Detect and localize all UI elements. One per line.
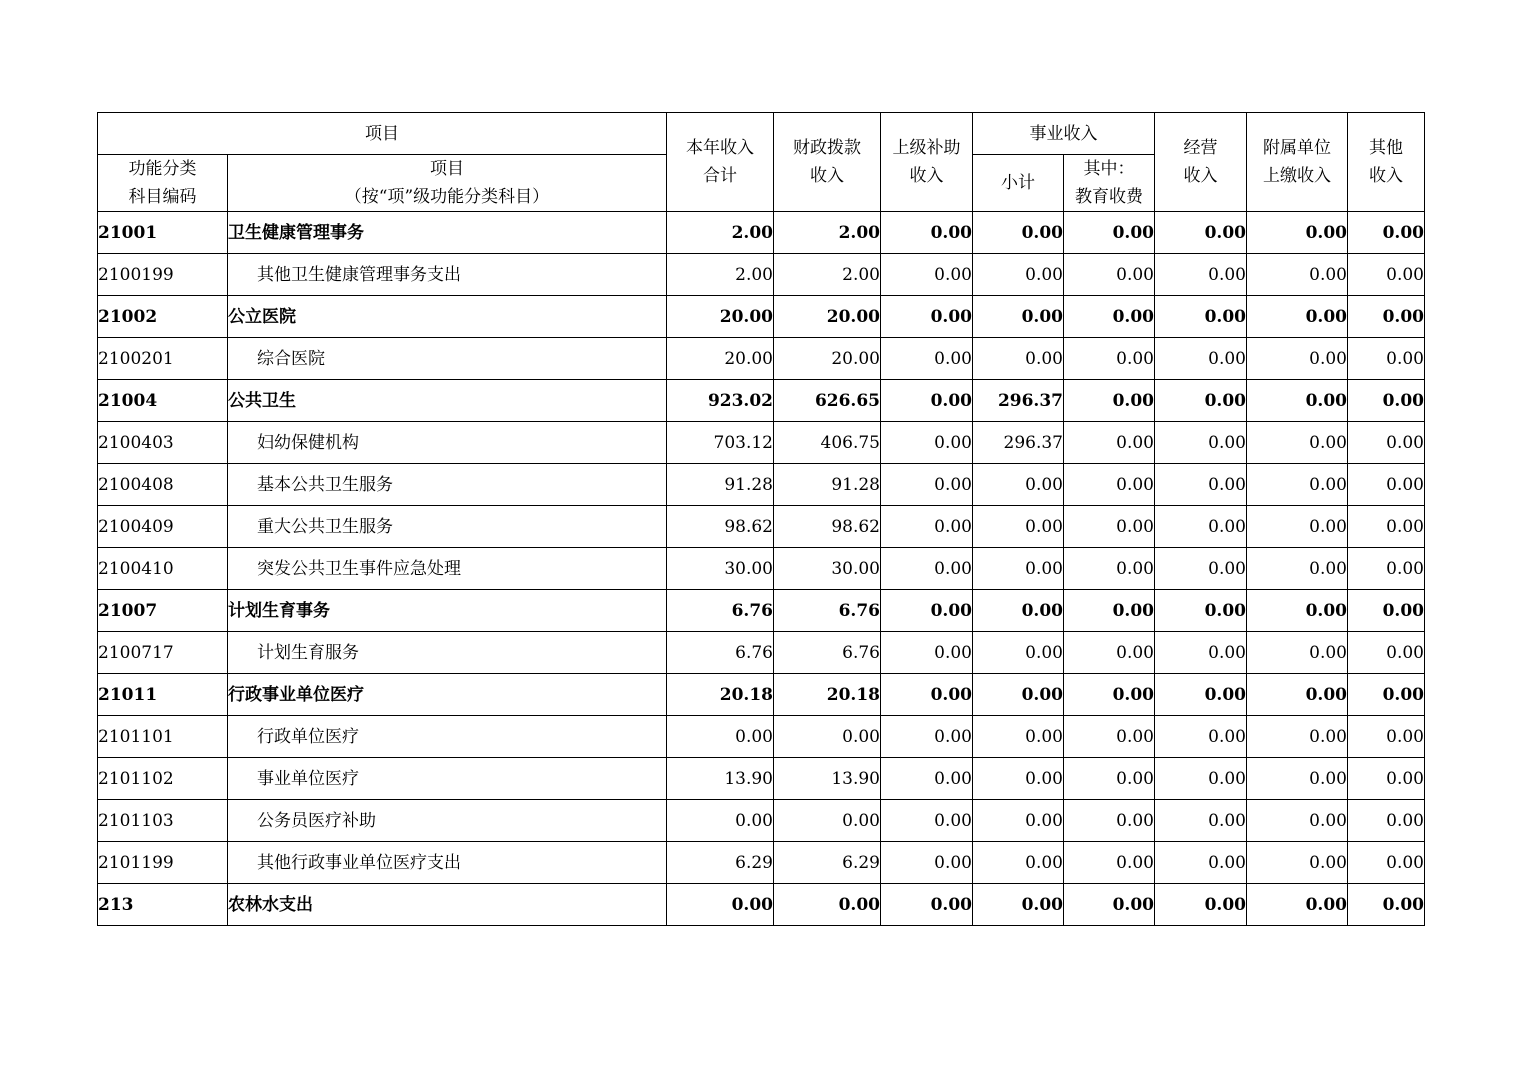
table-row: [98, 254, 1425, 296]
row-code: 2101199: [98, 842, 228, 884]
row-value-education-fee: 0.00: [1064, 842, 1155, 884]
row-name: 重大公共卫生服务: [228, 506, 667, 548]
row-value-fiscal: 91.28: [774, 464, 881, 506]
row-code: 21011: [98, 674, 228, 716]
row-value-total: 6.76: [667, 632, 774, 674]
header-operating-income: 经营 收入: [1155, 113, 1247, 212]
table-row: [98, 674, 1425, 716]
row-name: 综合医院: [228, 338, 667, 380]
row-value-total: 20.18: [667, 674, 774, 716]
row-value-business-subtotal: 0.00: [973, 716, 1064, 758]
row-name: 计划生育服务: [228, 632, 667, 674]
row-value-operating: 0.00: [1155, 800, 1247, 842]
row-value-education-fee: 0.00: [1064, 674, 1155, 716]
row-value-total: 13.90: [667, 758, 774, 800]
row-value-affiliate: 0.00: [1247, 506, 1348, 548]
row-code: 2100403: [98, 422, 228, 464]
table-row: [98, 296, 1425, 338]
row-value-operating: 0.00: [1155, 884, 1247, 926]
row-value-business-subtotal: 0.00: [973, 842, 1064, 884]
row-value-affiliate: 0.00: [1247, 548, 1348, 590]
row-value-other: 0.00: [1348, 674, 1425, 716]
row-code: 2100717: [98, 632, 228, 674]
row-value-business-subtotal: 296.37: [973, 380, 1064, 422]
row-value-affiliate: 0.00: [1247, 212, 1348, 254]
row-value-education-fee: 0.00: [1064, 632, 1155, 674]
header-name: 项目 （按“项”级功能分类科目）: [228, 155, 667, 212]
row-value-education-fee: 0.00: [1064, 506, 1155, 548]
row-value-fiscal: 30.00: [774, 548, 881, 590]
row-value-affiliate: 0.00: [1247, 464, 1348, 506]
row-value-fiscal: 20.00: [774, 338, 881, 380]
row-name: 事业单位医疗: [228, 758, 667, 800]
row-value-education-fee: 0.00: [1064, 254, 1155, 296]
row-value-fiscal: 0.00: [774, 716, 881, 758]
row-name: 农林水支出: [228, 884, 667, 926]
row-value-education-fee: 0.00: [1064, 464, 1155, 506]
row-value-upper-subsidy: 0.00: [881, 254, 973, 296]
row-code: 2100199: [98, 254, 228, 296]
table-header: [98, 113, 1425, 212]
row-value-business-subtotal: 0.00: [973, 674, 1064, 716]
row-value-affiliate: 0.00: [1247, 590, 1348, 632]
row-name: 妇幼保健机构: [228, 422, 667, 464]
row-value-total: 703.12: [667, 422, 774, 464]
row-value-fiscal: 6.76: [774, 590, 881, 632]
row-value-affiliate: 0.00: [1247, 422, 1348, 464]
header-fiscal-income: 财政拨款 收入: [774, 113, 881, 212]
row-value-operating: 0.00: [1155, 254, 1247, 296]
row-value-fiscal: 2.00: [774, 212, 881, 254]
table-row: [98, 506, 1425, 548]
header-total-income: 本年收入 合计: [667, 113, 774, 212]
header-subtotal: 小计: [973, 155, 1064, 212]
row-value-upper-subsidy: 0.00: [881, 548, 973, 590]
row-value-business-subtotal: 0.00: [973, 506, 1064, 548]
table-row: [98, 338, 1425, 380]
row-value-operating: 0.00: [1155, 296, 1247, 338]
row-value-fiscal: 6.29: [774, 842, 881, 884]
row-value-upper-subsidy: 0.00: [881, 212, 973, 254]
row-value-education-fee: 0.00: [1064, 884, 1155, 926]
row-value-other: 0.00: [1348, 212, 1425, 254]
row-code: 21007: [98, 590, 228, 632]
header-business-income: 事业收入: [973, 113, 1155, 155]
row-value-other: 0.00: [1348, 254, 1425, 296]
row-value-affiliate: 0.00: [1247, 716, 1348, 758]
row-code: 213: [98, 884, 228, 926]
row-value-fiscal: 20.18: [774, 674, 881, 716]
row-value-other: 0.00: [1348, 590, 1425, 632]
row-value-other: 0.00: [1348, 884, 1425, 926]
row-code: 2101102: [98, 758, 228, 800]
table-row: [98, 632, 1425, 674]
row-value-other: 0.00: [1348, 380, 1425, 422]
row-name: 行政单位医疗: [228, 716, 667, 758]
row-name: 卫生健康管理事务: [228, 212, 667, 254]
row-code: 2101101: [98, 716, 228, 758]
row-value-total: 2.00: [667, 212, 774, 254]
row-value-business-subtotal: 0.00: [973, 464, 1064, 506]
row-value-upper-subsidy: 0.00: [881, 674, 973, 716]
row-value-other: 0.00: [1348, 842, 1425, 884]
row-value-fiscal: 20.00: [774, 296, 881, 338]
row-value-fiscal: 0.00: [774, 884, 881, 926]
table-row: [98, 590, 1425, 632]
table-row: [98, 548, 1425, 590]
income-budget-table: [97, 112, 1425, 926]
row-value-total: 2.00: [667, 254, 774, 296]
row-name: 公共卫生: [228, 380, 667, 422]
row-value-total: 30.00: [667, 548, 774, 590]
row-value-operating: 0.00: [1155, 506, 1247, 548]
row-name: 公立医院: [228, 296, 667, 338]
row-value-fiscal: 406.75: [774, 422, 881, 464]
row-value-fiscal: 6.76: [774, 632, 881, 674]
row-code: 21002: [98, 296, 228, 338]
row-value-other: 0.00: [1348, 716, 1425, 758]
row-value-operating: 0.00: [1155, 590, 1247, 632]
row-value-total: 923.02: [667, 380, 774, 422]
row-value-upper-subsidy: 0.00: [881, 338, 973, 380]
row-value-total: 20.00: [667, 296, 774, 338]
row-value-upper-subsidy: 0.00: [881, 758, 973, 800]
row-value-education-fee: 0.00: [1064, 338, 1155, 380]
row-value-upper-subsidy: 0.00: [881, 842, 973, 884]
row-value-operating: 0.00: [1155, 674, 1247, 716]
row-name: 基本公共卫生服务: [228, 464, 667, 506]
row-value-affiliate: 0.00: [1247, 758, 1348, 800]
row-value-education-fee: 0.00: [1064, 800, 1155, 842]
row-name: 公务员医疗补助: [228, 800, 667, 842]
row-value-other: 0.00: [1348, 758, 1425, 800]
row-value-fiscal: 0.00: [774, 800, 881, 842]
row-value-total: 20.00: [667, 338, 774, 380]
row-value-operating: 0.00: [1155, 464, 1247, 506]
row-value-other: 0.00: [1348, 464, 1425, 506]
row-value-other: 0.00: [1348, 548, 1425, 590]
row-value-other: 0.00: [1348, 800, 1425, 842]
header-other-income: 其他 收入: [1348, 113, 1425, 212]
row-value-total: 98.62: [667, 506, 774, 548]
row-value-upper-subsidy: 0.00: [881, 884, 973, 926]
row-value-education-fee: 0.00: [1064, 296, 1155, 338]
row-value-business-subtotal: 0.00: [973, 758, 1064, 800]
row-value-operating: 0.00: [1155, 212, 1247, 254]
row-value-business-subtotal: 0.00: [973, 338, 1064, 380]
row-value-upper-subsidy: 0.00: [881, 716, 973, 758]
row-value-upper-subsidy: 0.00: [881, 422, 973, 464]
row-code: 21001: [98, 212, 228, 254]
row-value-fiscal: 626.65: [774, 380, 881, 422]
row-value-other: 0.00: [1348, 338, 1425, 380]
row-value-upper-subsidy: 0.00: [881, 506, 973, 548]
row-code: 2100408: [98, 464, 228, 506]
header-code: 功能分类 科目编码: [98, 155, 228, 212]
row-name: 其他行政事业单位医疗支出: [228, 842, 667, 884]
row-value-fiscal: 13.90: [774, 758, 881, 800]
table-row: [98, 422, 1425, 464]
row-value-affiliate: 0.00: [1247, 632, 1348, 674]
row-value-operating: 0.00: [1155, 758, 1247, 800]
row-value-business-subtotal: 0.00: [973, 632, 1064, 674]
row-value-business-subtotal: 296.37: [973, 422, 1064, 464]
row-value-upper-subsidy: 0.00: [881, 590, 973, 632]
row-code: 21004: [98, 380, 228, 422]
row-value-total: 0.00: [667, 716, 774, 758]
row-value-education-fee: 0.00: [1064, 380, 1155, 422]
header-affiliate-income: 附属单位 上缴收入: [1247, 113, 1348, 212]
row-value-business-subtotal: 0.00: [973, 296, 1064, 338]
table-row: [98, 212, 1425, 254]
row-value-upper-subsidy: 0.00: [881, 380, 973, 422]
table-row: [98, 380, 1425, 422]
row-value-operating: 0.00: [1155, 842, 1247, 884]
row-name: 突发公共卫生事件应急处理: [228, 548, 667, 590]
row-value-business-subtotal: 0.00: [973, 590, 1064, 632]
table-row: [98, 800, 1425, 842]
row-value-education-fee: 0.00: [1064, 212, 1155, 254]
table-row: [98, 842, 1425, 884]
row-name: 行政事业单位医疗: [228, 674, 667, 716]
row-code: 2101103: [98, 800, 228, 842]
row-value-fiscal: 98.62: [774, 506, 881, 548]
row-value-operating: 0.00: [1155, 422, 1247, 464]
table-row: [98, 884, 1425, 926]
row-value-education-fee: 0.00: [1064, 590, 1155, 632]
row-name: 其他卫生健康管理事务支出: [228, 254, 667, 296]
row-value-affiliate: 0.00: [1247, 884, 1348, 926]
row-code: 2100409: [98, 506, 228, 548]
row-value-affiliate: 0.00: [1247, 380, 1348, 422]
row-name: 计划生育事务: [228, 590, 667, 632]
row-value-total: 0.00: [667, 800, 774, 842]
row-value-affiliate: 0.00: [1247, 842, 1348, 884]
row-value-upper-subsidy: 0.00: [881, 632, 973, 674]
row-value-fiscal: 2.00: [774, 254, 881, 296]
row-value-affiliate: 0.00: [1247, 254, 1348, 296]
table-row: [98, 464, 1425, 506]
row-value-other: 0.00: [1348, 506, 1425, 548]
row-value-upper-subsidy: 0.00: [881, 800, 973, 842]
table-row: [98, 758, 1425, 800]
row-value-upper-subsidy: 0.00: [881, 464, 973, 506]
header-upper-subsidy: 上级补助 收入: [881, 113, 973, 212]
row-code: 2100201: [98, 338, 228, 380]
row-value-operating: 0.00: [1155, 716, 1247, 758]
row-value-affiliate: 0.00: [1247, 296, 1348, 338]
row-value-total: 91.28: [667, 464, 774, 506]
row-value-affiliate: 0.00: [1247, 674, 1348, 716]
row-value-total: 6.76: [667, 590, 774, 632]
row-value-other: 0.00: [1348, 296, 1425, 338]
row-code: 2100410: [98, 548, 228, 590]
row-value-business-subtotal: 0.00: [973, 800, 1064, 842]
row-value-education-fee: 0.00: [1064, 758, 1155, 800]
row-value-business-subtotal: 0.00: [973, 884, 1064, 926]
row-value-total: 6.29: [667, 842, 774, 884]
row-value-education-fee: 0.00: [1064, 716, 1155, 758]
row-value-operating: 0.00: [1155, 548, 1247, 590]
table-body: [98, 212, 1425, 926]
row-value-upper-subsidy: 0.00: [881, 296, 973, 338]
row-value-other: 0.00: [1348, 632, 1425, 674]
header-project: 项目: [98, 113, 667, 155]
row-value-total: 0.00: [667, 884, 774, 926]
row-value-business-subtotal: 0.00: [973, 548, 1064, 590]
table-row: [98, 716, 1425, 758]
row-value-business-subtotal: 0.00: [973, 212, 1064, 254]
row-value-education-fee: 0.00: [1064, 422, 1155, 464]
row-value-affiliate: 0.00: [1247, 800, 1348, 842]
row-value-operating: 0.00: [1155, 338, 1247, 380]
row-value-operating: 0.00: [1155, 632, 1247, 674]
row-value-other: 0.00: [1348, 422, 1425, 464]
header-education-fee: 其中： 教育收费: [1064, 155, 1155, 212]
row-value-affiliate: 0.00: [1247, 338, 1348, 380]
row-value-operating: 0.00: [1155, 380, 1247, 422]
row-value-education-fee: 0.00: [1064, 548, 1155, 590]
row-value-business-subtotal: 0.00: [973, 254, 1064, 296]
